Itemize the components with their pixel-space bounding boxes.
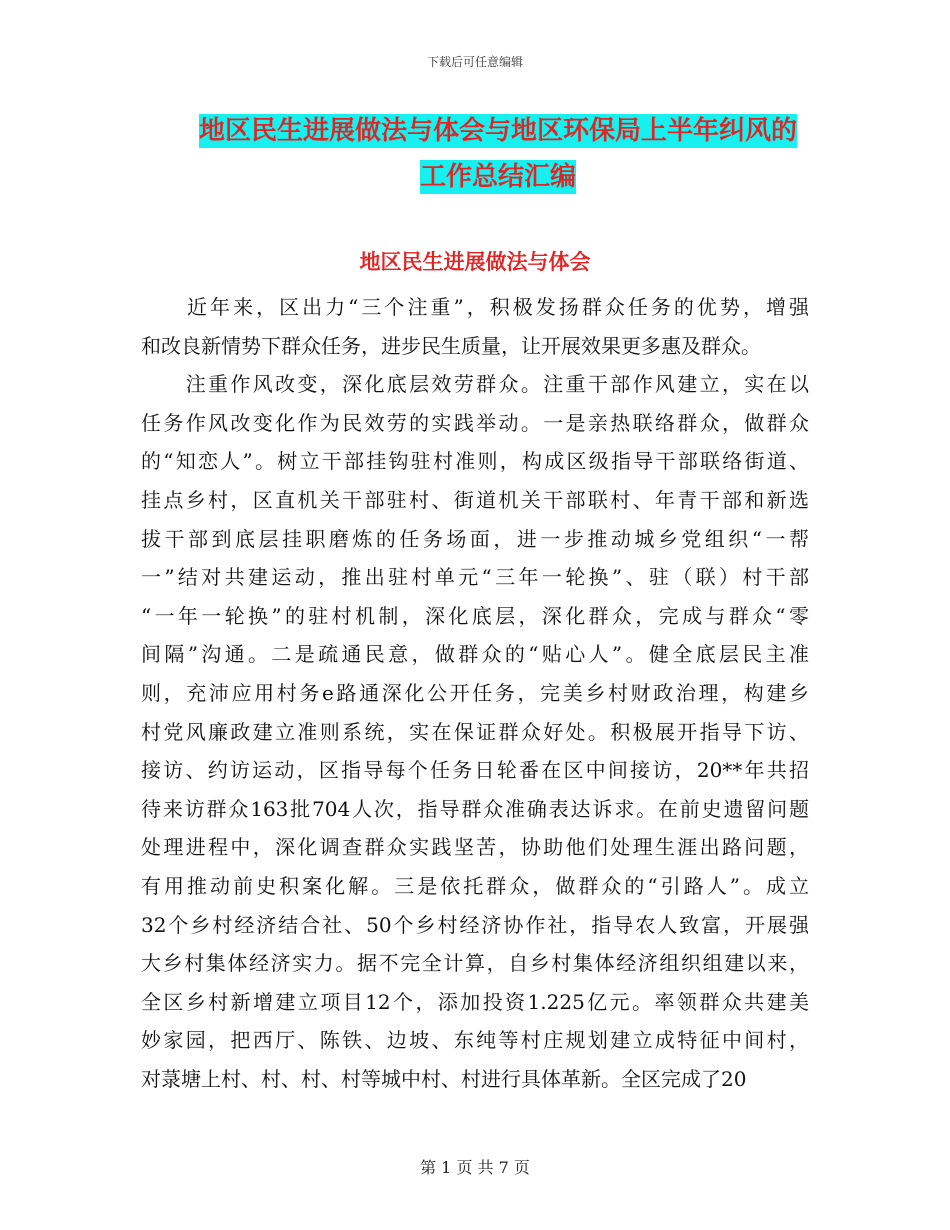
document-title-line-1: 地区民生进展做法与体会与地区环保局上半年纠风的 — [198, 116, 797, 146]
body-line: 近年来，区出力“三个注重”，积极发扬群众任务的优势，增强 — [141, 295, 809, 319]
body-line: 待来访群众163批704人次，指导群众准确表达诉求。在前史遗留问题 — [141, 796, 809, 821]
body-text — [141, 288, 809, 1098]
body-line: “一年一轮换”的驻村机制，深化底层，深化群众，完成与群众“零 — [141, 603, 809, 628]
body-line: 和改良新情势下群众任务，进步民生质量，让开展效果更多惠及群众。 — [141, 333, 761, 358]
body-line: 任务作风改变化作为民效劳的实践举动。一是亲热联络群众，做群众 — [141, 410, 809, 435]
body-line: 拔干部到底层挂职磨炼的任务场面，进一步推动城乡党组织“一帮 — [141, 526, 809, 551]
section-title: 地区民生进展做法与体会 — [359, 250, 591, 274]
body-line: 全区乡村新增建立项目12个，添加投资1.225亿元。率领群众共建美 — [141, 989, 809, 1014]
body-line: 一”结对共建运动，推出驻村单元“三年一轮换”、驻（联）村干部 — [141, 565, 809, 590]
body-line: 妙家园，把西厅、陈铁、边坡、东纯等村庄规划建立成特征中间村， — [141, 1028, 809, 1053]
header-note: 下载后可任意编辑 — [426, 55, 523, 69]
body-line: 对菉塘上村、村、村、村等城中村、村进行具体革新。全区完成了20 — [141, 1066, 747, 1091]
document-title-line-2: 工作总结汇编 — [419, 162, 576, 192]
body-line: 则，充沛应用村务e路通深化公开任务，完美乡村财政治理，构建乡 — [141, 680, 809, 705]
body-line: 32个乡村经济结合社、50个乡村经济协作社，指导农人致富，开展强 — [141, 912, 809, 937]
body-line: 挂点乡村，区直机关干部驻村、街道机关干部联村、年青干部和新选 — [141, 487, 809, 512]
page-number: 第 1 页 共 7 页 — [420, 1158, 530, 1177]
body-line: 的“知恋人”。树立干部挂钩驻村准则，构成区级指导干部联络街道、 — [141, 449, 809, 474]
body-line: 村党风廉政建立准则系统，实在保证群众好处。积极展开指导下访、 — [141, 719, 809, 744]
body-line: 注重作风改变，深化底层效劳群众。注重干部作风建立，实在以 — [141, 372, 809, 397]
document-title — [150, 108, 846, 200]
body-line: 接访、约访运动，区指导每个任务日轮番在区中间接访，20**年共招 — [141, 758, 809, 783]
body-line: 间隔”沟通。二是疏通民意，做群众的“贴心人”。健全底层民主准 — [141, 642, 809, 667]
body-line: 处理进程中，深化调查群众实践坚苦，协助他们处理生涯出路问题， — [141, 835, 809, 860]
body-line: 有用推动前史积案化解。三是依托群众，做群众的“引路人”。成立 — [141, 873, 809, 898]
body-line: 大乡村集体经济实力。据不完全计算，自乡村集体经济组织组建以来， — [141, 951, 809, 976]
